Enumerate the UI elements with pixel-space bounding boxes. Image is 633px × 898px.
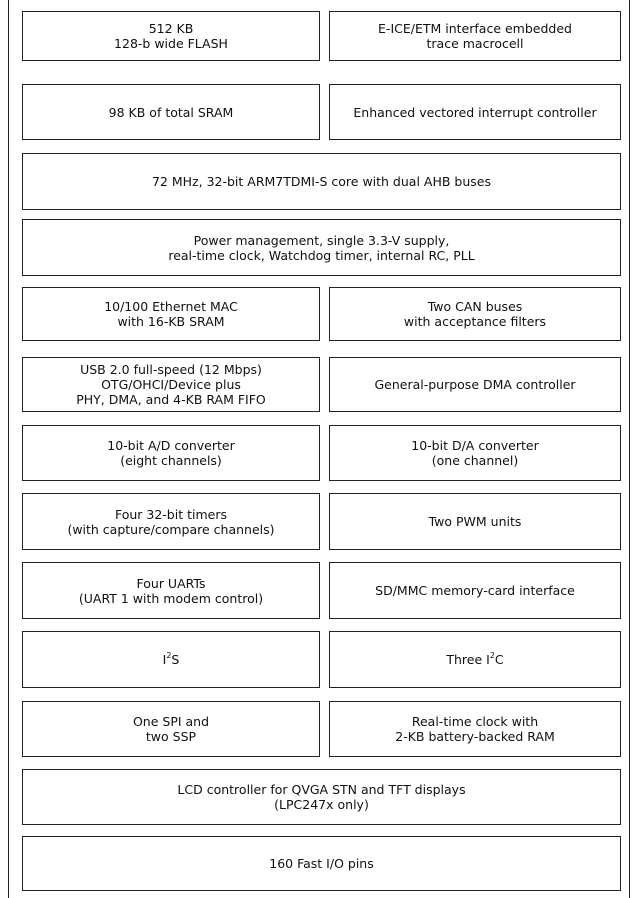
dma-block — [329, 357, 621, 412]
i2c-block — [329, 631, 621, 688]
can-line-1: Two CAN buses — [427, 299, 523, 314]
sdmmc-block — [329, 562, 621, 619]
pwm-line-1: Two PWM units — [428, 514, 522, 529]
dac-block — [329, 425, 621, 481]
flash-block — [22, 11, 320, 61]
ethernet-line-2: with 16-KB SRAM — [117, 314, 225, 329]
rtc-line-1: Real-time clock with — [411, 714, 539, 729]
core-block — [22, 153, 621, 210]
rtc-block — [329, 701, 621, 757]
power-block — [22, 219, 621, 276]
etm-block — [329, 11, 621, 61]
ethernet-line-1: 10/100 Ethernet MAC — [104, 299, 238, 314]
core-line-1: 72 MHz, 32-bit ARM7TDMI-S core with dual AHB buses — [152, 174, 491, 189]
uarts-line-1: Four UARTs — [136, 575, 206, 591]
timers-block — [22, 493, 320, 550]
usb-line-1: USB 2.0 full-speed (12 Mbps) — [80, 362, 262, 377]
sdmmc-line-1: SD/MMC memory-card interface — [375, 583, 575, 598]
timers-line-2: (with capture/compare channels) — [67, 521, 275, 537]
vic-block — [329, 84, 621, 140]
lcd-block — [22, 769, 621, 825]
sram-line-1: 98 KB of total SRAM — [108, 104, 234, 120]
i2s-label: $I^2S$ — [162, 650, 180, 667]
usb-block — [22, 357, 320, 412]
adc-line-1: 10-bit A/D converter — [107, 438, 235, 453]
spi-line-1: One SPI and — [132, 714, 210, 729]
timers-line-1: Four 32-bit timers — [114, 506, 227, 522]
flash-line-2: 128-b wide FLASH — [114, 36, 228, 51]
gpio-block — [22, 836, 621, 891]
sram-block — [22, 84, 320, 140]
adc-block — [22, 425, 320, 481]
spi-line-2: two SSP — [145, 729, 197, 744]
gpio-line-1: 160 Fast I/O pins — [269, 856, 374, 871]
flash-line-1: 512 KB — [148, 21, 194, 36]
ethernet-block — [22, 287, 320, 341]
dac-line-2: (one channel) — [431, 453, 519, 468]
adc-line-2: (eight channels) — [120, 453, 222, 468]
lcd-line-1: LCD controller for QVGA STN and TFT displays — [177, 782, 466, 797]
uarts-line-2: (UART 1 with modem control) — [78, 590, 264, 606]
etm-line-1: E-ICE/ETM interface embedded — [378, 21, 572, 36]
lcd-line-2: (LPC247x only) — [274, 797, 369, 812]
can-line-2: with acceptance filters — [403, 314, 547, 329]
usb-line-2: OTG/OHCI/Device plus — [101, 377, 241, 392]
spi-block — [22, 701, 320, 757]
power-line-1: Power management, single 3.3-V supply, — [193, 232, 450, 248]
vic-line-1: Enhanced vectored interrupt controller — [353, 104, 597, 120]
can-block — [329, 287, 621, 341]
i2c-label: Three $I^2C$ — [446, 650, 504, 667]
etm-line-2: trace macrocell — [426, 36, 524, 51]
dac-line-1: 10-bit D/A converter — [411, 438, 539, 453]
rtc-line-2: 2-KB battery-backed RAM — [395, 729, 555, 744]
dma-line-1: General-purpose DMA controller — [374, 377, 576, 392]
uarts-block — [22, 562, 320, 619]
power-line-2: real-time clock, Watchdog timer, internal RC, PLL — [168, 247, 475, 263]
i2s-block — [22, 631, 320, 688]
usb-line-3: PHY, DMA, and 4-KB RAM FIFO — [76, 392, 266, 407]
pwm-block — [329, 493, 621, 550]
